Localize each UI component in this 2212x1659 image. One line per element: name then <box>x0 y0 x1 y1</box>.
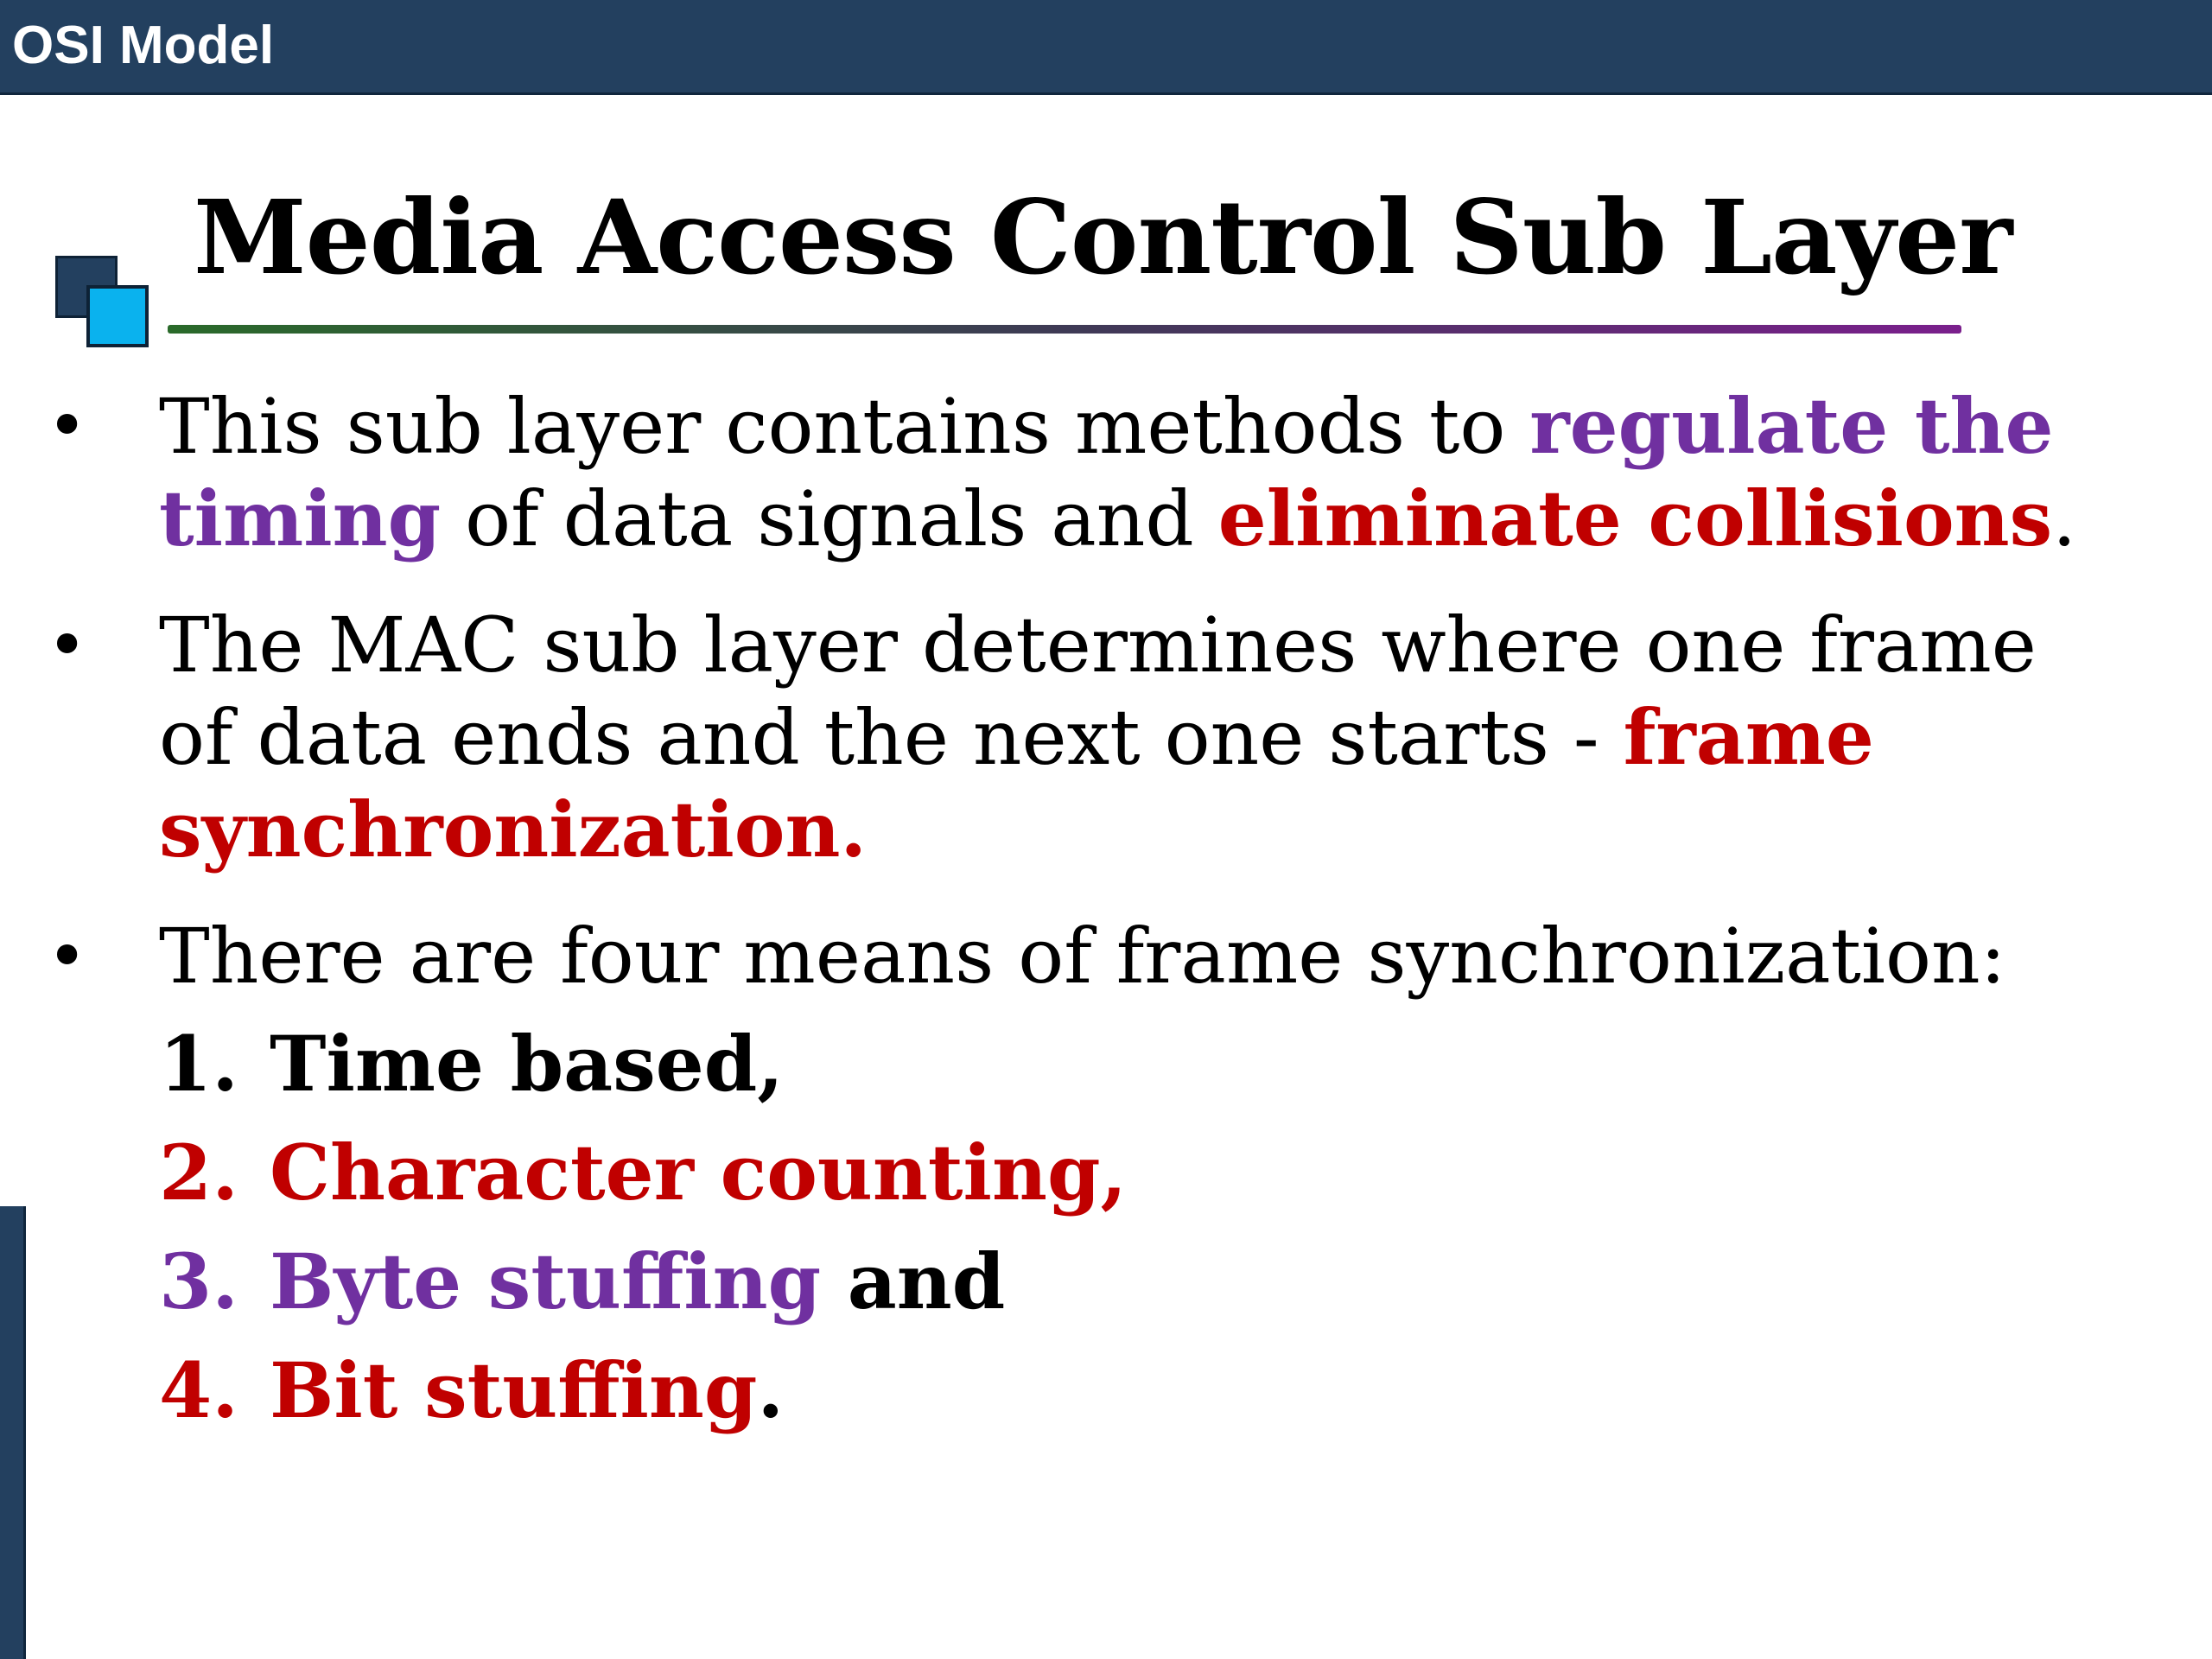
bullet-text: of data signals and <box>441 474 1218 563</box>
highlight-eliminate-collisions: eliminate collisions <box>1217 474 2053 563</box>
bullet-item <box>0 380 2108 565</box>
item-number: 1. <box>159 1019 238 1109</box>
header-bar <box>0 0 2212 95</box>
bullet-dot-icon: • <box>47 385 88 466</box>
slide-content <box>0 380 2108 1453</box>
bullet-dot-icon: • <box>47 605 88 685</box>
item-number: 2. <box>159 1128 238 1217</box>
item-label: Time based, <box>270 1019 784 1109</box>
bullet-text: The MAC sub layer determines where one frame of data ends and the next one starts - <box>159 601 2037 782</box>
item-suffix: and <box>821 1236 1006 1326</box>
highlight-frame-synchronization: frame synchronization. <box>159 692 1874 874</box>
bullet-item <box>0 911 2108 1002</box>
item-label: Byte stuffing <box>270 1236 822 1326</box>
header-title: OSI Model <box>12 16 275 75</box>
numbered-item <box>0 1127 2108 1218</box>
slide-title: Media Access Control Sub Layer <box>194 177 2012 297</box>
title-underline <box>168 325 1961 334</box>
item-label: Bit stuffing <box>270 1345 758 1435</box>
highlight-regulate-timing: regulate the timing <box>159 381 2054 563</box>
bullet-text: . <box>2052 474 2077 563</box>
numbered-item <box>0 1018 2108 1109</box>
numbered-item <box>0 1344 2108 1436</box>
bullet-text: There are four means of frame synchronization: <box>159 912 2006 1001</box>
logo-front-square <box>86 285 149 347</box>
item-label: Character counting, <box>270 1128 1128 1217</box>
bullet-item <box>0 600 2108 876</box>
bullet-text: This sub layer contains methods to <box>159 382 1530 471</box>
bullet-dot-icon: • <box>47 916 88 996</box>
squares-logo-icon <box>55 256 150 347</box>
left-accent-bar <box>0 1206 26 1659</box>
item-suffix: . <box>757 1345 785 1435</box>
item-number: 4. <box>159 1345 238 1435</box>
item-number: 3. <box>159 1236 238 1326</box>
numbered-item <box>0 1236 2108 1327</box>
